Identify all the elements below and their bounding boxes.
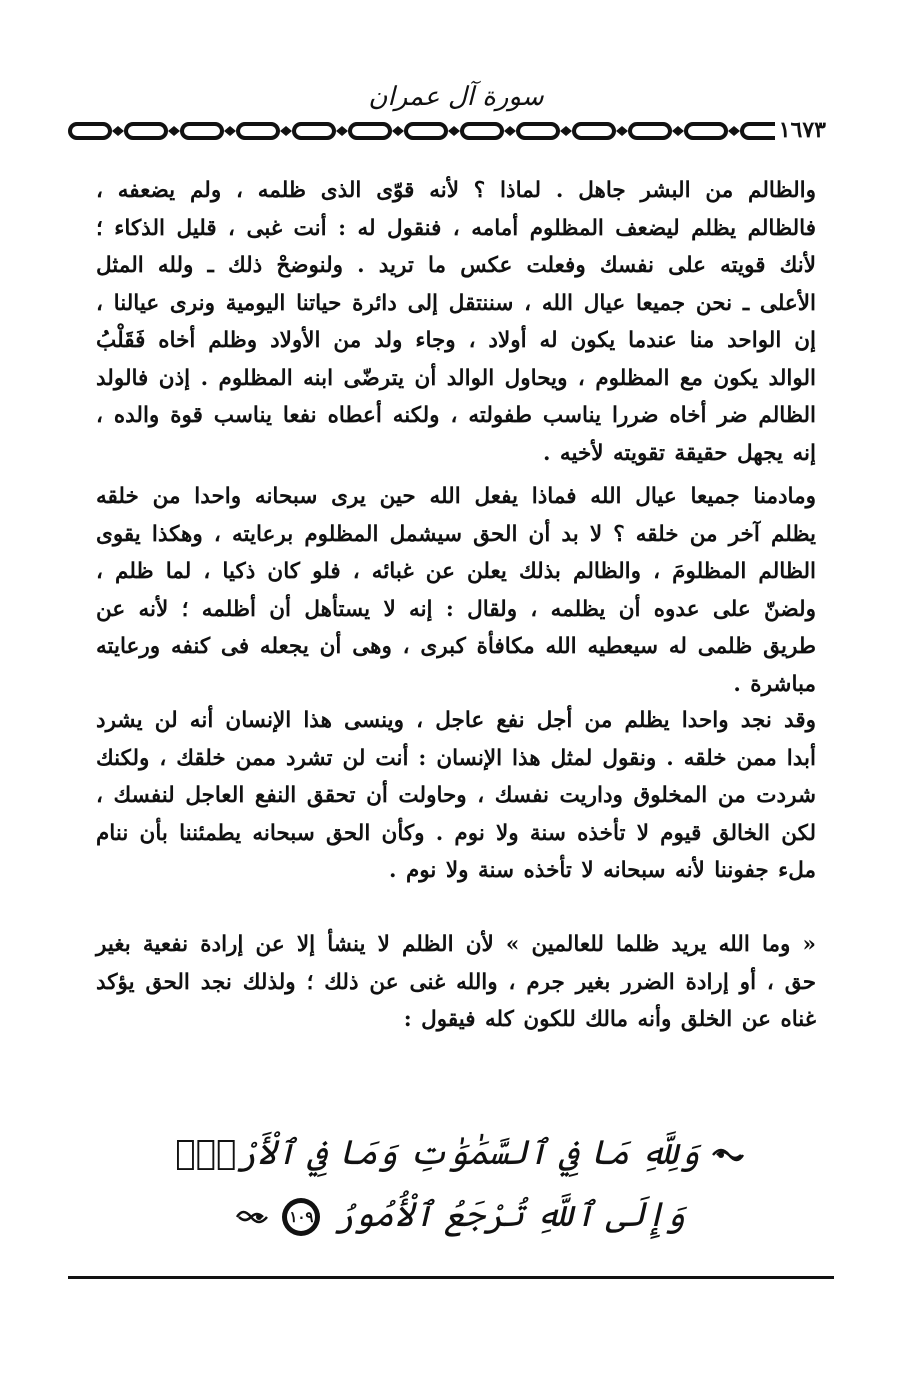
- chain-diamond: [672, 126, 684, 136]
- verse-close-ornament-icon: [235, 1207, 269, 1227]
- ayah-number-marker: [279, 1195, 323, 1239]
- quran-verse-block: [150, 1122, 770, 1246]
- page-number: ١٦٧٣: [775, 117, 830, 143]
- paragraph-4: « وما الله يريد ظلما للعالمين » لأن الظلم لا ينشأ إلا عن إرادة نفعية بغير حق ، أو إرادة الضرر بغير جرم ، والله غنى عن ذلك ؛ ولذلك نجد الحق يؤكد غناه عن الخلق وأنه مالك للكون كله فيقول :: [96, 932, 816, 1032]
- chain-link: [574, 124, 614, 138]
- chain-diamond: [504, 126, 516, 136]
- chain-link: [238, 124, 278, 138]
- chain-diamond: [112, 126, 124, 136]
- paragraph-2: ومادمنا جميعا عيال الله فماذا يفعل الله حين يرى سبحانه واحدا من خلقه يظلم آخر من خلقه ؟ لا بد أن الحق سيشمل المظلوم برعايته ، وهكذا يقوى الظالم المظلومَ ، والظالم بذلك يعلن عن غبائه ، فلو كان ذكيا ، لما ظلم ، ولضنّ على عدوه أن يظلمه ، ولقال : إنه لا يستأهل أن أظلمه ؛ لأنه عن طريق ظلمى له سيعطيه الله مكافأة كبرى ، وهى أن يجعله فى كنفه ورعايته مباشرة .: [96, 484, 816, 697]
- chain-link: [686, 124, 726, 138]
- chain-diamond: [336, 126, 348, 136]
- paragraph-1: والظالم من البشر جاهل . لماذا ؟ لأنه قوّى الذى ظلمه ، ولم يضعفه ، فالظالم يظلم ليضعف المظلوم أمامه ، فنقول له : أنت غبى ، قليل الذكاء ؛ لأنك قويته على نفسك وفعلت عكس ما تريد . ولنوضحْ ذلك ـ ولله المثل الأعلى ـ نحن جميعا عيال الله ، سننتقل إلى دائرة حياتنا اليومية ونرى عيالنا ، إن الواحد منا عندما يكون له أولاد ، وجاء ولد من الأولاد وظلم أخاه فَقَلْبُ الوالد يكون مع المظلوم ، ويحاول الوالد أن يترضّى ابنه المظلوم . إذن فالولد الظالم ضر أخاه ضررا يناسب طفولته ، ولكنه أعطاه نفعا يناسب قوة والده ، إنه يجهل حقيقة تقويته لأخيه .: [96, 178, 816, 466]
- chain-diamond: [168, 126, 180, 136]
- chain-link: [462, 124, 502, 138]
- chain-link: [294, 124, 334, 138]
- bottom-rule: [68, 1276, 834, 1279]
- chain-link: [126, 124, 166, 138]
- ayah-number: ١٠٩: [289, 1208, 314, 1226]
- chain-diamond: [392, 126, 404, 136]
- chain-diamond: [616, 126, 628, 136]
- chain-link: [350, 124, 390, 138]
- verse-open-ornament-icon: [711, 1145, 745, 1165]
- chain-diamond: [280, 126, 292, 136]
- chain-link: [70, 124, 110, 138]
- verse-text: وَلِلَّهِ مَا فِي ٱلسَّمَٰوَٰتِ وَمَا فِي ٱلْأَرْضِۚ وَإِلَى ٱللَّهِ تُرْجَعُ ٱلْأُمُورُ: [175, 1133, 700, 1235]
- chain-diamond: [728, 126, 740, 136]
- chain-ornament-rule: [66, 119, 831, 143]
- chain-link: [182, 124, 222, 138]
- chain-diamond: [448, 126, 460, 136]
- chain-link: [630, 124, 670, 138]
- paragraph-3: وقد نجد واحدا يظلم من أجل نفع عاجل ، وينسى هذا الإنسان أنه لن يشرد أبدا ممن خلقه . ونقول لمثل هذا الإنسان : أنت لن تشرد ممن خلقك ، ولكنك شردت من المخلوق وداريت نفسك ، وحاولت أن تحقق النفع العاجل لنفسك ، لكن الخالق قيوم لا تأخذه سنة ولا نوم . وكأن الحق سبحانه يطمئننا بأن ننام ملء جفوننا لأنه سبحانه لا تأخذه سنة ولا نوم .: [96, 708, 816, 883]
- chain-link: [518, 124, 558, 138]
- chain-diamond: [560, 126, 572, 136]
- chain-diamond: [224, 126, 236, 136]
- surah-title: سورة آل عمران: [368, 82, 544, 112]
- chain-link: [406, 124, 446, 138]
